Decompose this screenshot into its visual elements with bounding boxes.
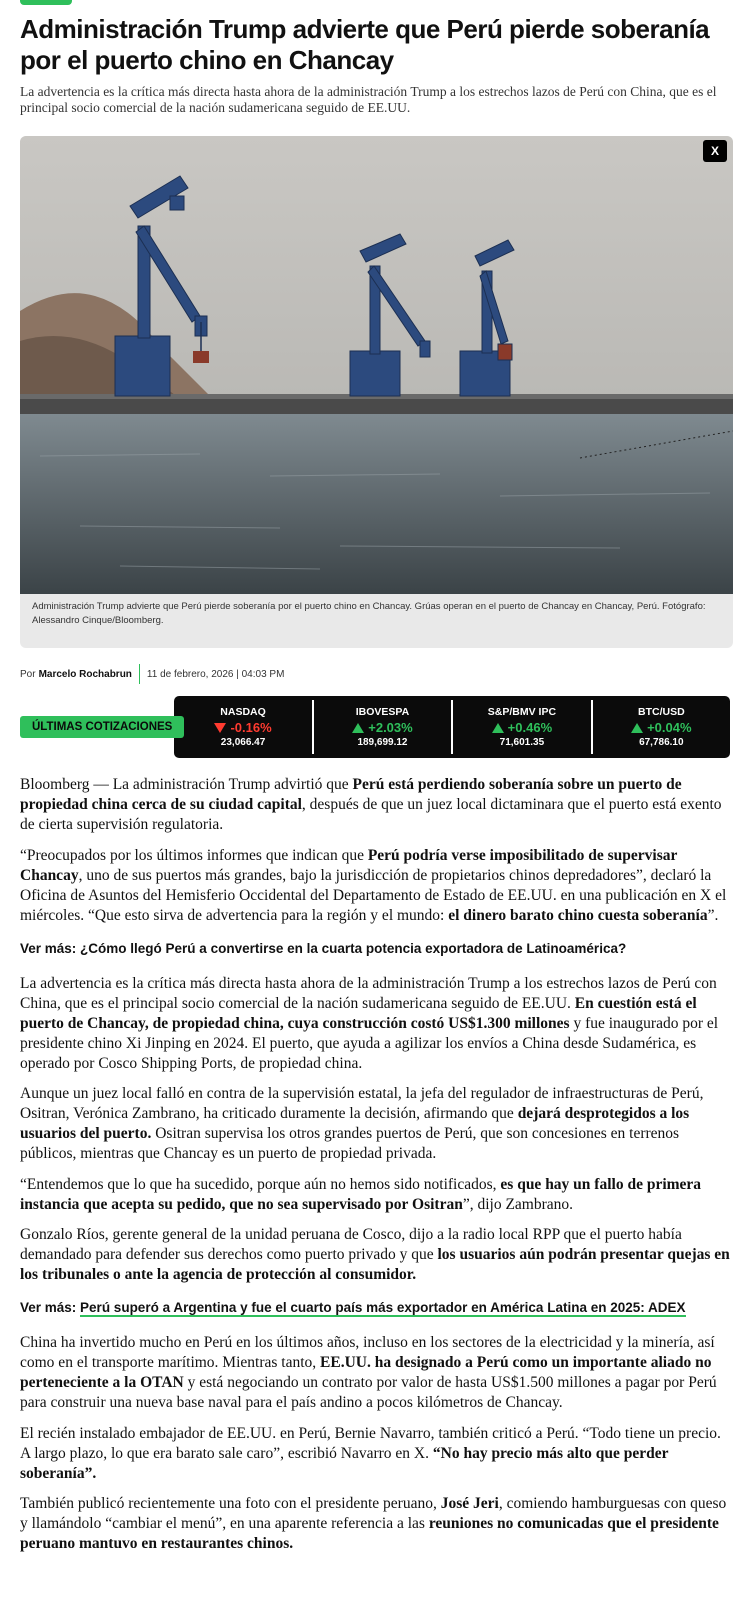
- ticker-value: 23,066.47: [220, 737, 266, 748]
- ticker-item-nasdaq[interactable]: [174, 700, 311, 754]
- paragraph: Aunque un juez local falló en contra de la supervisión estatal, la jefa del regulador de infraestructuras de Perú, Ositran, Verónica Zambrano, ha criticado duramente la decisión, afirmando que dejará desprotegidos a los usuarios del puerto. Ositran supervisa los otros grandes puertos de Perú, que son concesiones en terrenos públicos, mientras que Chancay es un puerto de propiedad privada.: [20, 1085, 704, 1162]
- byline-divider: [139, 664, 140, 684]
- ticker-item-ibovespa[interactable]: [312, 700, 451, 754]
- paragraph: El recién instalado embajador de EE.UU. en Perú, Bernie Navarro, también criticó a Perú. “Todo tiene un precio. A largo plazo, lo que era barato sale caro”, escribió Navarro en X. “No hay precio más alto que perder soberanía”.: [20, 1424, 721, 1482]
- ticker-value: 67,786.10: [639, 737, 684, 748]
- ticker-name: IBOVESPA: [355, 706, 410, 718]
- section-tag: [20, 0, 72, 5]
- arrow-down-icon: [214, 723, 226, 733]
- paragraph: La advertencia es la crítica más directa hasta ahora de la administración Trump a los estrechos lazos de Perú con China, que es el principal socio comercial de la nación sudamericana seguido de EE.UU. En cuestión está el puerto de Chancay, de propiedad china, cuya construcción costó US$1.300 millones y fue inaugurado por el presidente chino Xi Jinping en 2024. El puerto, que ayuda a agilizar los envíos a China desde Sudamérica, es operado por Cosco Shipping Ports, de propiedad china.: [20, 974, 719, 1072]
- author-link[interactable]: Marcelo Rochabrun: [38, 668, 132, 680]
- port-photo: [20, 136, 733, 594]
- related-link-2[interactable]: Ver más: Perú superó a Argentina y fue el cuarto país más exportador en América Latina en 2025: ADEX: [20, 1300, 686, 1315]
- paragraph: Gonzalo Ríos, gerente general de la unidad peruana de Cosco, dijo a la radio local RPP que el puerto había demandado para defender sus derechos como puerto privado y que los usuarios aún podrán presentar quejas en los tribunales o ante la agencia de protección al consumidor.: [20, 1226, 730, 1283]
- ticker-change: +0.46%: [492, 720, 552, 735]
- close-button[interactable]: X: [703, 140, 727, 162]
- arrow-up-icon: [492, 723, 504, 733]
- ticker-name: NASDAQ: [220, 706, 266, 718]
- ticker-name: BTC/USD: [637, 706, 685, 718]
- ticker-change: +2.03%: [352, 720, 412, 735]
- article-subtitle: La advertencia es la crítica más directa hasta ahora de la administración Trump a los estrechos lazos de Perú con China, que es el principal socio comercial de la nación sudamericana seguido de EE.UU.: [20, 84, 717, 115]
- ticker-change: +0.04%: [631, 720, 691, 735]
- paragraph: También publicó recientemente una foto con el presidente peruano, José Jeri, comiendo hamburguesas con queso y llamándolo “cambiar el menú”, en una aparente referencia a las reuniones no comunicadas que el presidente peruano mantuvo en restaurantes chinos.: [20, 1495, 727, 1552]
- ticker-bar: [174, 696, 730, 758]
- article-title: Administración Trump advierte que Perú pierde soberanía por el puerto chino en Chancay: [20, 14, 710, 75]
- market-quotes: [20, 696, 730, 758]
- ticker-value: 189,699.12: [357, 737, 408, 748]
- arrow-up-icon: [631, 723, 643, 733]
- quotes-label[interactable]: ÚLTIMAS COTIZACIONES: [20, 716, 184, 738]
- paragraph: “Entendemos que lo que ha sucedido, porque aún no hemos sido notificados, es que hay un fallo de primera instancia que acepta su pedido, que no sea supervisado por Ositran”, dijo Zambrano.: [20, 1175, 702, 1213]
- ticker-name: S&P/BMV IPC: [487, 706, 557, 718]
- ticker-item-sp-bmv-ipc[interactable]: [451, 700, 590, 754]
- arrow-up-icon: [352, 723, 364, 733]
- byline: [20, 666, 730, 682]
- paragraph: China ha invertido mucho en Perú en los últimos años, incluso en los sectores de la electricidad y la minería, así como en el transporte marítimo. Mientras tanto, EE.UU. ha designado a Perú como un importante aliado no perteneciente a la OTAN y está negociando un contrato por valor de hasta US$1.500 millones a pagar por Perú para construir una nueva base naval para el país andino a pocos kilómetros de Chancay.: [20, 1334, 717, 1411]
- paragraph: “Preocupados por los últimos informes que indican que Perú podría verse imposibilitado de supervisar Chancay, uno de sus puertos más grandes, bajo la jurisdicción de propietarios chinos depredadores”, declaró la Oficina de Asuntos del Hemisferio Occidental del Departamento de Estado de EE.UU. en una publicación en X el miércoles. “Que esto sirva de advertencia para la región y el mundo: el dinero barato chino cuesta soberanía”.: [20, 846, 727, 924]
- article-body: [20, 775, 730, 1554]
- image-caption: Administración Trump advierte que Perú pierde soberanía por el puerto chino en Chancay. Grúas operan en el puerto de Chancay en Chancay, Perú. Fotógrafo: Alessandro Cinque/Bloomberg.: [32, 601, 706, 626]
- paragraph: Bloomberg — La administración Trump advirtió que Perú está perdiendo soberanía sobre un puerto de propiedad china cerca de su ciudad capital, después de que un juez local dictaminara que el puerto está exento de cierta supervisión regulatoria.: [20, 776, 722, 833]
- publish-date: 11 de febrero, 2026 | 04:03 PM: [146, 668, 285, 680]
- ticker-value: 71,601.35: [499, 737, 545, 748]
- ticker-change: -0.16%: [214, 720, 271, 735]
- related-link-1[interactable]: Ver más: ¿Cómo llegó Perú a convertirse en la cuarta potencia exportadora de Latinoamérica?: [20, 940, 627, 956]
- lead-figure: [20, 136, 733, 648]
- byline-prefix: Por: [20, 668, 36, 680]
- ticker-item-btc-usd[interactable]: [591, 700, 730, 754]
